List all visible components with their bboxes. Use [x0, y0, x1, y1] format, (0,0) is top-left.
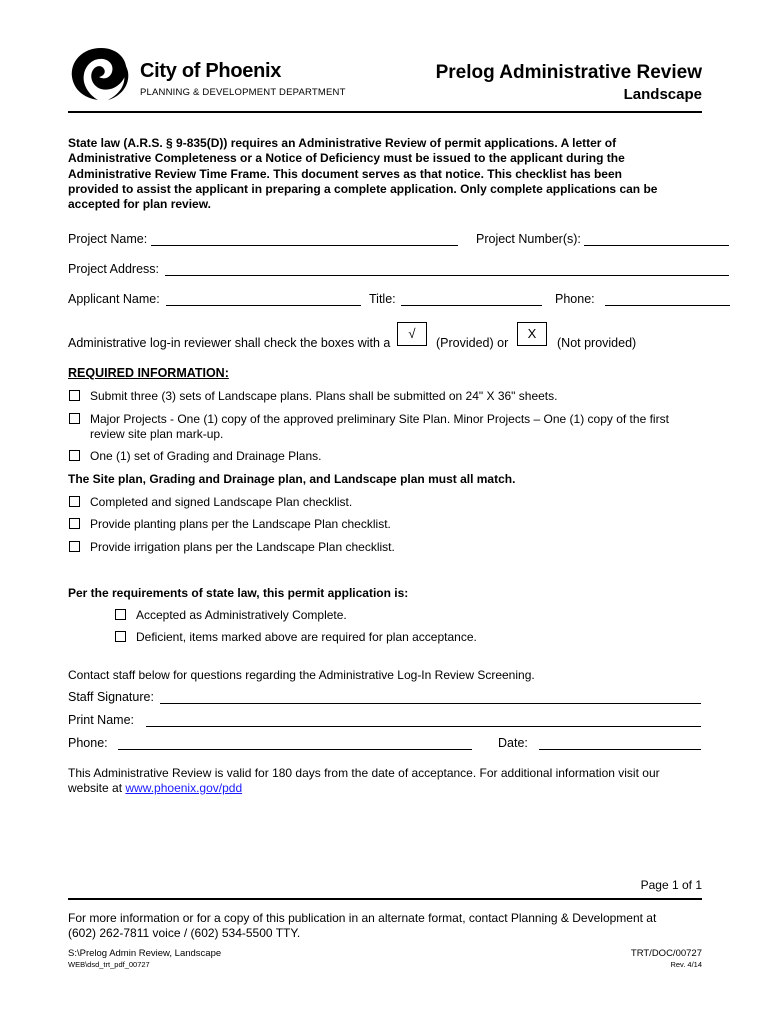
applicant-phone-field[interactable] [605, 305, 730, 306]
project-address-label: Project Address: [68, 262, 160, 276]
dept-name: PLANNING & DEVELOPMENT DEPARTMENT [140, 87, 346, 98]
legend-instruction: Administrative log-in reviewer shall check the boxes with a [68, 336, 391, 350]
applicant-name-field[interactable] [166, 305, 361, 306]
project-name-field[interactable] [151, 245, 458, 246]
pdd-website-link[interactable]: www.phoenix.gov/pdd [125, 781, 243, 795]
footer-info [68, 911, 656, 941]
date-label: Date: [498, 736, 528, 750]
staff-phone-field[interactable] [118, 749, 472, 750]
file-path: S:\Prelog Admin Review, Landscape [68, 948, 222, 959]
required-item: Submit three (3) sets of Landscape plans. Plans shall be submitted on 24" X 36" sheets. [90, 389, 558, 403]
city-of-phoenix-logo-icon [68, 44, 134, 102]
required-item: Major Projects - One (1) copy of the approved preliminary Site Plan. Minor Projects – One (1) copy of the first [90, 412, 669, 426]
revision: Rev. 4/14 [670, 960, 702, 969]
print-name-label: Print Name: [68, 713, 134, 727]
required-item: Provide planting plans per the Landscape Plan checklist. [90, 517, 391, 531]
project-name-label: Project Name: [68, 232, 148, 246]
checkbox[interactable] [69, 496, 80, 507]
web-code: WEB\dsd_trt_pdf_00727 [68, 960, 150, 969]
page-number: Page 1 of 1 [640, 878, 702, 892]
staff-phone-label: Phone: [68, 736, 108, 750]
doc-title: Prelog Administrative Review [435, 62, 702, 83]
checkbox[interactable] [69, 541, 80, 552]
staff-signature-field[interactable] [160, 703, 701, 704]
provided-mark-box: √ [397, 322, 427, 346]
required-item: One (1) set of Grading and Drainage Plans. [90, 449, 322, 463]
intro-line: State law (A.R.S. § 9-835(D)) requires an Administrative Review of permit applications. A letter of [68, 136, 617, 150]
validity-prefix: website at [68, 781, 126, 795]
status-deficient: Deficient, items marked above are required for plan acceptance. [136, 630, 477, 644]
date-field[interactable] [539, 749, 701, 750]
validity-note [68, 766, 660, 796]
title-label: Title: [369, 292, 396, 306]
checkbox-accepted[interactable] [115, 609, 126, 620]
applicant-phone-label: Phone: [555, 292, 595, 306]
required-item: Completed and signed Landscape Plan checklist. [90, 495, 353, 509]
required-heading: REQUIRED INFORMATION: [68, 366, 229, 380]
staff-signature-label: Staff Signature: [68, 690, 154, 704]
checkbox[interactable] [69, 413, 80, 424]
project-numbers-field[interactable] [584, 245, 729, 246]
print-name-field[interactable] [146, 726, 701, 727]
doc-subtitle: Landscape [623, 86, 702, 103]
project-address-field[interactable] [165, 275, 729, 276]
status-heading: Per the requirements of state law, this permit application is: [68, 586, 409, 600]
intro-line: accepted for plan review. [68, 197, 211, 212]
required-item: Provide irrigation plans per the Landscape Plan checklist. [90, 540, 395, 554]
staff-contact-note: Contact staff below for questions regarding the Administrative Log-In Review Screening. [68, 668, 535, 682]
intro-line: Administrative Review Time Frame. This document serves as that notice. This checklist has been [68, 166, 622, 181]
intro-line: Administrative Completeness or a Notice of Deficiency must be issued to the applicant during the [68, 151, 625, 166]
checkbox-deficient[interactable] [115, 631, 126, 642]
doc-code: TRT/DOC/00727 [630, 948, 702, 959]
footer-info-line: (602) 262-7811 voice / (602) 534-5500 TTY. [68, 926, 301, 940]
required-item-continued: review site plan mark-up. [90, 427, 224, 441]
footer-info-line: For more information or for a copy of this publication in an alternate format, contact Planning & Development at [68, 911, 657, 925]
org-name: City of Phoenix [140, 60, 282, 82]
provided-label: (Provided) or [436, 336, 509, 350]
applicant-name-label: Applicant Name: [68, 292, 160, 306]
footer-divider [68, 898, 702, 900]
match-note: The Site plan, Grading and Drainage plan, and Landscape plan must all match. [68, 472, 516, 486]
header-divider [68, 111, 702, 113]
checkbox[interactable] [69, 450, 80, 461]
intro-paragraph [68, 136, 657, 212]
validity-line: This Administrative Review is valid for 180 days from the date of acceptance. For additional information visit our [68, 766, 660, 780]
project-numbers-label: Project Number(s): [476, 232, 581, 246]
title-field[interactable] [401, 305, 542, 306]
not-provided-mark-box: X [517, 322, 547, 346]
status-accepted: Accepted as Administratively Complete. [136, 608, 347, 622]
intro-line: provided to assist the applicant in preparing a complete application. Only complete applications can be [68, 181, 658, 196]
checkbox[interactable] [69, 390, 80, 401]
not-provided-label: (Not provided) [557, 336, 637, 350]
checkbox[interactable] [69, 518, 80, 529]
